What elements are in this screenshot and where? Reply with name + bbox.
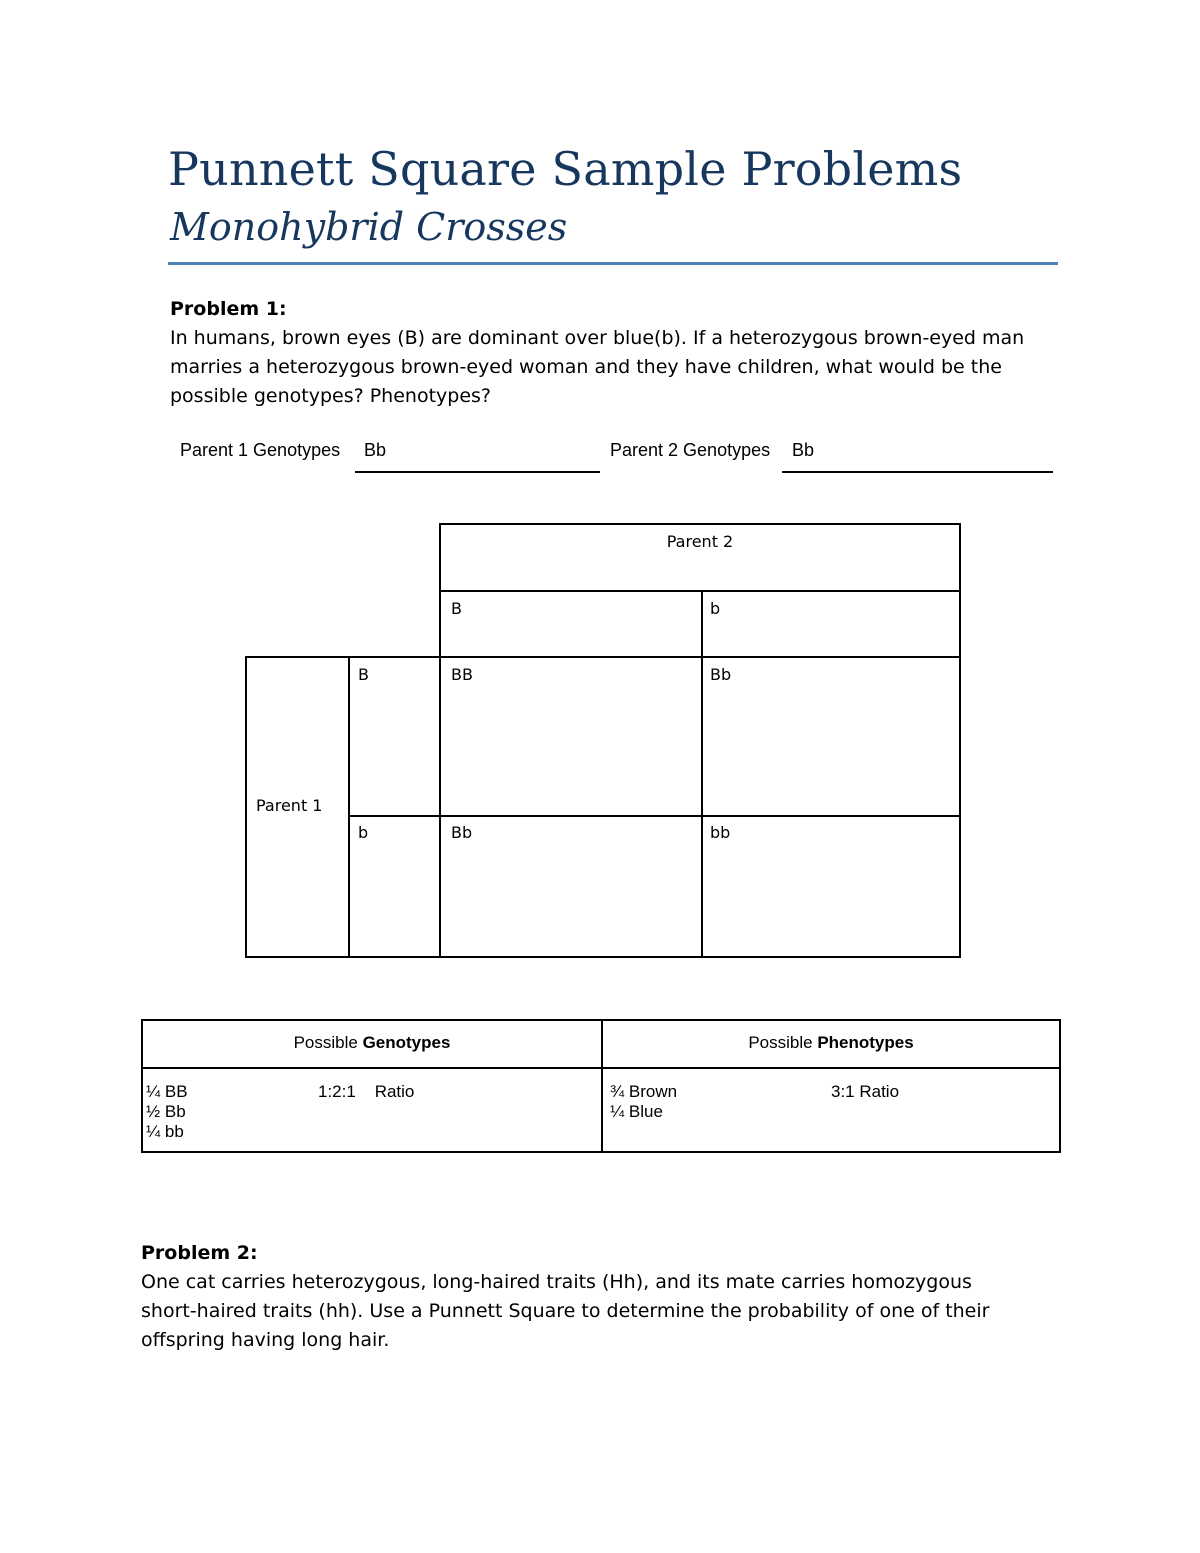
genotype-item: ½ Bb [146, 1102, 186, 1121]
phenotype-list [610, 1082, 677, 1122]
phenotype-item: ¾ Brown [610, 1082, 678, 1101]
genotype-ratio: 1:2:1 Ratio [318, 1082, 415, 1101]
phenotype-item: ¼ Blue [610, 1102, 663, 1121]
parent2-label: Parent 2 [666, 532, 734, 551]
problem2-line: short-haired traits (hh). Use a Punnett Square to determine the probability of one of their [141, 1300, 990, 1322]
grid-line [701, 590, 703, 958]
problem2-heading: Problem 2: [141, 1242, 258, 1264]
parent2-allele: B [451, 599, 462, 618]
grid-line [440, 523, 961, 525]
grid-line [959, 523, 961, 958]
parent1-genotypes-underline [355, 471, 600, 473]
genotype-item: ¼ bb [146, 1122, 184, 1141]
grid-line [245, 656, 961, 658]
parent2-allele: b [710, 599, 721, 618]
problem2-text [141, 1268, 1061, 1355]
parent1-genotypes-label: Parent 1 Genotypes [180, 440, 341, 460]
problem1-heading: Problem 1: [170, 298, 287, 320]
genotypes-header-prefix: Possible [293, 1033, 363, 1052]
table-divider [143, 1067, 1059, 1069]
phenotypes-header [603, 1033, 1059, 1053]
parent1-genotypes-value[interactable]: Bb [364, 440, 387, 460]
title-divider [168, 262, 1058, 265]
page-title: Punnett Square Sample Problems [168, 142, 963, 196]
grid-line [245, 656, 247, 958]
problem1-line: marries a heterozygous brown-eyed woman and they have children, what would be the [170, 356, 1002, 378]
genotypes-header-bold: Genotypes [362, 1033, 451, 1052]
grid-line [348, 656, 350, 958]
offspring-cell: bb [710, 823, 731, 842]
offspring-cell: Bb [451, 823, 473, 842]
parent2-genotypes-label: Parent 2 Genotypes [610, 440, 771, 460]
results-table [141, 1019, 1061, 1153]
problem1-line: possible genotypes? Phenotypes? [170, 385, 491, 407]
problem2-line: One cat carries heterozygous, long-haired traits (Hh), and its mate carries homozygous [141, 1271, 972, 1293]
parent2-genotypes-value[interactable]: Bb [792, 440, 815, 460]
genotype-list [146, 1082, 188, 1142]
page-subtitle: Monohybrid Crosses [170, 205, 568, 249]
problem1-text [170, 324, 1070, 411]
phenotypes-header-prefix: Possible [748, 1033, 818, 1052]
parent1-label: Parent 1 [256, 796, 323, 815]
grid-line [439, 523, 441, 958]
parent1-allele: b [358, 823, 369, 842]
offspring-cell: BB [451, 665, 473, 684]
offspring-cell: Bb [710, 665, 732, 684]
parent1-allele: B [358, 665, 369, 684]
grid-line [245, 956, 961, 958]
genotypes-header [143, 1033, 601, 1053]
phenotypes-header-bold: Phenotypes [817, 1033, 914, 1052]
problem1-line: In humans, brown eyes (B) are dominant over blue(b). If a heterozygous brown-eyed man [170, 327, 1025, 349]
genotype-item: ¼ BB [146, 1082, 188, 1101]
parent2-genotypes-underline [782, 471, 1053, 473]
problem2-line: offspring having long hair. [141, 1329, 390, 1351]
phenotype-ratio: 3:1 Ratio [831, 1082, 900, 1101]
